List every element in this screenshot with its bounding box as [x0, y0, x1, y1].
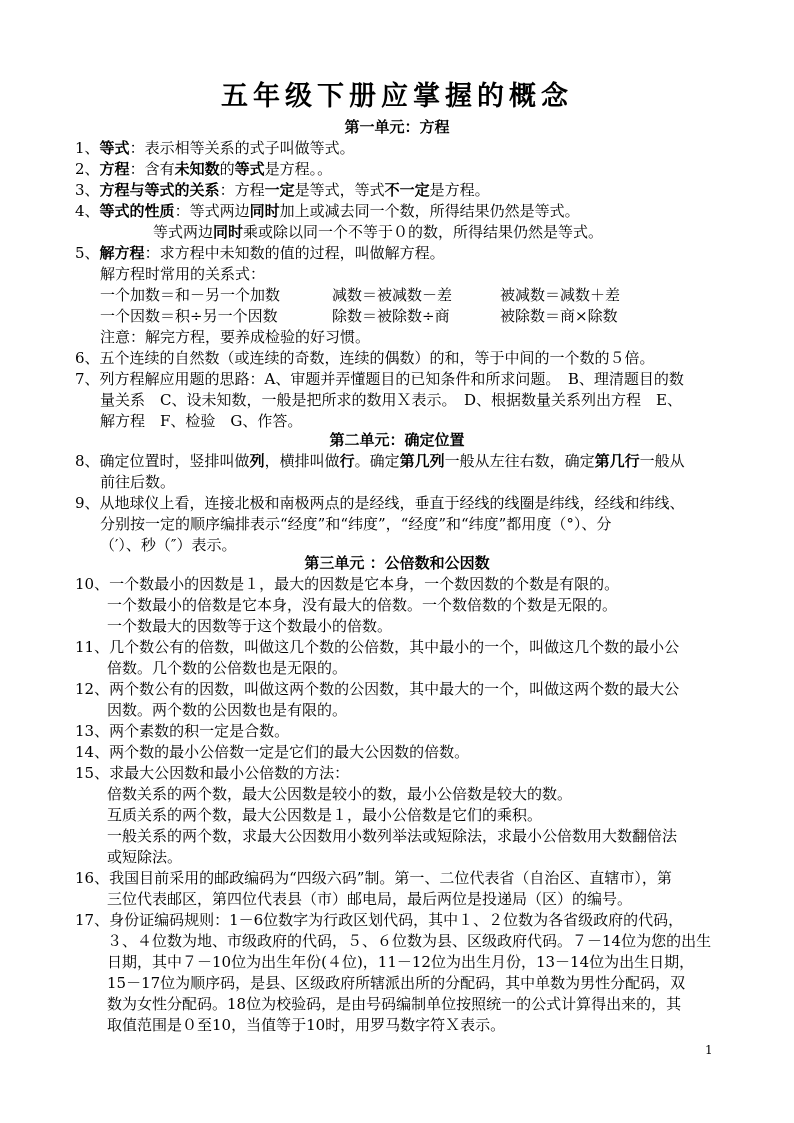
term: 方程	[99, 160, 130, 178]
text-part: 一般从左往右数，确定	[444, 452, 595, 470]
item-number: 16、	[75, 869, 110, 887]
item-number: 11、	[75, 638, 110, 656]
bold-part: 未知数	[174, 160, 220, 178]
bold-part: 一定	[264, 181, 295, 199]
text-part: 列方程解应用题的思路：A、审题并弄懂题目的已知条件和所求问题。 B、理清题目的数	[99, 370, 684, 388]
item-1	[75, 138, 355, 159]
item-4	[75, 201, 580, 222]
item-16	[75, 868, 672, 889]
item-8	[75, 451, 685, 472]
item-number: 9、	[75, 494, 100, 512]
unit-2-heading: 第二单元：确定位置	[329, 431, 465, 449]
item-7	[75, 369, 684, 390]
item-17-line-6: 取值范围是０至10，当值等于10时，用罗马数字符Ｘ表示。	[107, 1016, 506, 1034]
item-11-line-2: 倍数。几个数的公倍数也是无限的。	[107, 659, 348, 677]
item-7-line-3: 解方程 F、检验 G、作答。	[100, 412, 303, 430]
text-part: 我国目前采用的邮政编码为“四级六码”制。第一、二位代表省（自治区、直辖市），第	[109, 869, 672, 887]
text-part: 加上或减去同一个数，所得结果仍然是等式。	[279, 202, 580, 220]
unit-3-heading: 第三单元 ：公倍数和公因数	[304, 554, 490, 572]
item-number: 12、	[75, 680, 110, 698]
text-part: 从地球仪上看，连接北极和南极两点的是经线，垂直于经线的线圈是纬线，经线和纬线、	[99, 494, 685, 512]
item-7-line-2: 量关系 C、设未知数，一般是把所求的数用Ｘ表示。 D、根据数量关系列出方程 E、	[100, 391, 682, 409]
text-part: 身份证编码规则：1－6位数字为行政区划代码，其中１、２位数为各省级政府的代码，	[109, 911, 684, 929]
note: 注意：解完方程，要养成检验的好习惯。	[100, 328, 371, 346]
item-number: 14、	[75, 743, 110, 761]
item-number: 3、	[75, 181, 100, 199]
bold-part: 第几行	[594, 452, 640, 470]
formula: 一个加数＝和－另一个加数	[100, 286, 281, 304]
text-part: 求最大公因数和最小公倍数的方法：	[109, 764, 350, 782]
item-2	[75, 159, 332, 180]
item-4-line-2	[153, 222, 603, 243]
item-15-line-3: 互质关系的两个数，最大公因数是１，最小公倍数是它们的乘积。	[107, 806, 543, 824]
text-part: 等式两边	[153, 223, 214, 241]
item-17-line-4: 15－17位为顺序码，是县、区级政府所辖派出所的分配码，其中单数为男性分配码，双	[107, 974, 686, 992]
item-17-line-3: 日期，其中７－10位为出生年份(４位)，11－12位为出生月份，13－14位为出生日期，	[107, 953, 695, 971]
text-part: 两个数的最小公倍数一定是它们的最大公因数的倍数。	[109, 743, 470, 761]
bold-part: 行	[339, 452, 355, 470]
unit-1-heading: 第一单元：方程	[344, 118, 450, 136]
item-10-line-3: 一个数最大的因数等于这个数最小的倍数。	[107, 617, 393, 635]
text-part: 一般从	[639, 452, 685, 470]
item-14	[75, 742, 469, 763]
item-10-line-2: 一个数最小的倍数是它本身，没有最大的倍数。一个数倍数的个数是无限的。	[107, 596, 618, 614]
item-8-line-2: 前往后数。	[100, 473, 176, 491]
text-part: ：含有	[129, 160, 175, 178]
definition: ：求方程中未知数的值的过程，叫做解方程。	[144, 244, 445, 262]
item-17-line-2: ３、４位数为地、市级政府的代码，５、６位数为县、区级政府代码。７－14位为您的出生	[107, 932, 712, 950]
item-16-line-2: 三位代表邮区，第四位代表县（市）邮电局，最后两位是投递局（区）的编号。	[107, 890, 633, 908]
item-6	[75, 348, 655, 369]
bold-part: 列	[249, 452, 265, 470]
bold-part: 等式	[234, 160, 265, 178]
item-number: 2、	[75, 160, 100, 178]
item-12-line-2: 因数。两个数的公因数也是有限的。	[107, 701, 348, 719]
item-number: 13、	[75, 722, 110, 740]
item-12	[75, 679, 679, 700]
term: 方程与等式的关系	[99, 181, 220, 199]
bold-part: 不一定	[384, 181, 430, 199]
page-title: 五年级下册应掌握的概念	[221, 81, 573, 112]
text-part: 是方程。	[429, 181, 490, 199]
item-17-line-5: 数为女性分配码。18位为校验码，是由号码编制单位按照统一的公式计算得出来的，其	[107, 995, 682, 1013]
item-5	[75, 243, 445, 264]
text-part: 两个素数的积一定是合数。	[109, 722, 290, 740]
definition: ：表示相等关系的式子叫做等式。	[129, 139, 355, 157]
term: 等式	[99, 139, 130, 157]
formula: 减数＝被减数－差	[332, 286, 453, 304]
item-9-line-3: （′）、秒（″）表示。	[100, 536, 237, 554]
formula: 一个因数＝积÷另一个因数	[100, 307, 278, 325]
item-15-line-2: 倍数关系的两个数，最大公因数是较小的数，最小公倍数是较大的数。	[107, 785, 573, 803]
page-number: 1	[705, 1043, 713, 1057]
item-number: 4、	[75, 202, 100, 220]
item-number: 5、	[75, 244, 100, 262]
text-part: ：等式两边	[174, 202, 250, 220]
item-number: 7、	[75, 370, 100, 388]
item-9	[75, 493, 685, 514]
item-13	[75, 721, 289, 742]
text-part: 是方程。。	[264, 160, 333, 178]
bold-part: 同时	[249, 202, 280, 220]
text-part: 确定位置时，竖排叫做	[99, 452, 250, 470]
item-9-line-2: 分别按一定的顺序编排表示“经度”和“纬度”，“经度”和“纬度”都用度（°）、分	[100, 515, 612, 533]
item-15-line-5: 或短除法。	[107, 848, 183, 866]
text-part: 是等式，等式	[294, 181, 385, 199]
term: 等式的性质	[99, 202, 175, 220]
text-part: 的	[219, 160, 235, 178]
text-part: 。确定	[354, 452, 400, 470]
item-10	[75, 574, 619, 595]
formula: 被除数＝商×除数	[500, 307, 618, 325]
item-15-line-4: 一般关系的两个数，求最大公因数用小数列举法或短除法，求最小公倍数用大数翻倍法	[107, 827, 678, 845]
text-part: ，横排叫做	[264, 452, 340, 470]
text-part: 五个连续的自然数（或连续的奇数，连续的偶数）的和，等于中间的一个数的５倍。	[99, 349, 655, 367]
text-part: 两个数公有的因数，叫做这两个数的公因数，其中最大的一个，叫做这两个数的最大公	[109, 680, 680, 698]
item-number: 17、	[75, 911, 110, 929]
item-11	[75, 637, 679, 658]
item-3	[75, 180, 490, 201]
formula: 除数＝被除数÷商	[332, 307, 450, 325]
bold-part: 同时	[213, 223, 244, 241]
item-number: 6、	[75, 349, 100, 367]
item-number: 10、	[75, 575, 110, 593]
item-15	[75, 763, 349, 784]
text-part: ：方程	[219, 181, 265, 199]
item-number: 15、	[75, 764, 110, 782]
text-part: 几个数公有的倍数，叫做这几个数的公倍数，其中最小的一个，叫做这几个数的最小公	[109, 638, 680, 656]
item-5-subheading: 解方程时常用的关系式：	[100, 265, 266, 283]
item-17	[75, 910, 683, 931]
item-number: 1、	[75, 139, 100, 157]
text-part: 乘或除以同一个不等于０的数，所得结果仍然是等式。	[243, 223, 604, 241]
term: 解方程	[99, 244, 145, 262]
formula: 被减数＝减数＋差	[500, 286, 621, 304]
item-number: 8、	[75, 452, 100, 470]
bold-part: 第几列	[399, 452, 445, 470]
text-part: 一个数最小的因数是１，最大的因数是它本身，一个数因数的个数是有限的。	[109, 575, 620, 593]
